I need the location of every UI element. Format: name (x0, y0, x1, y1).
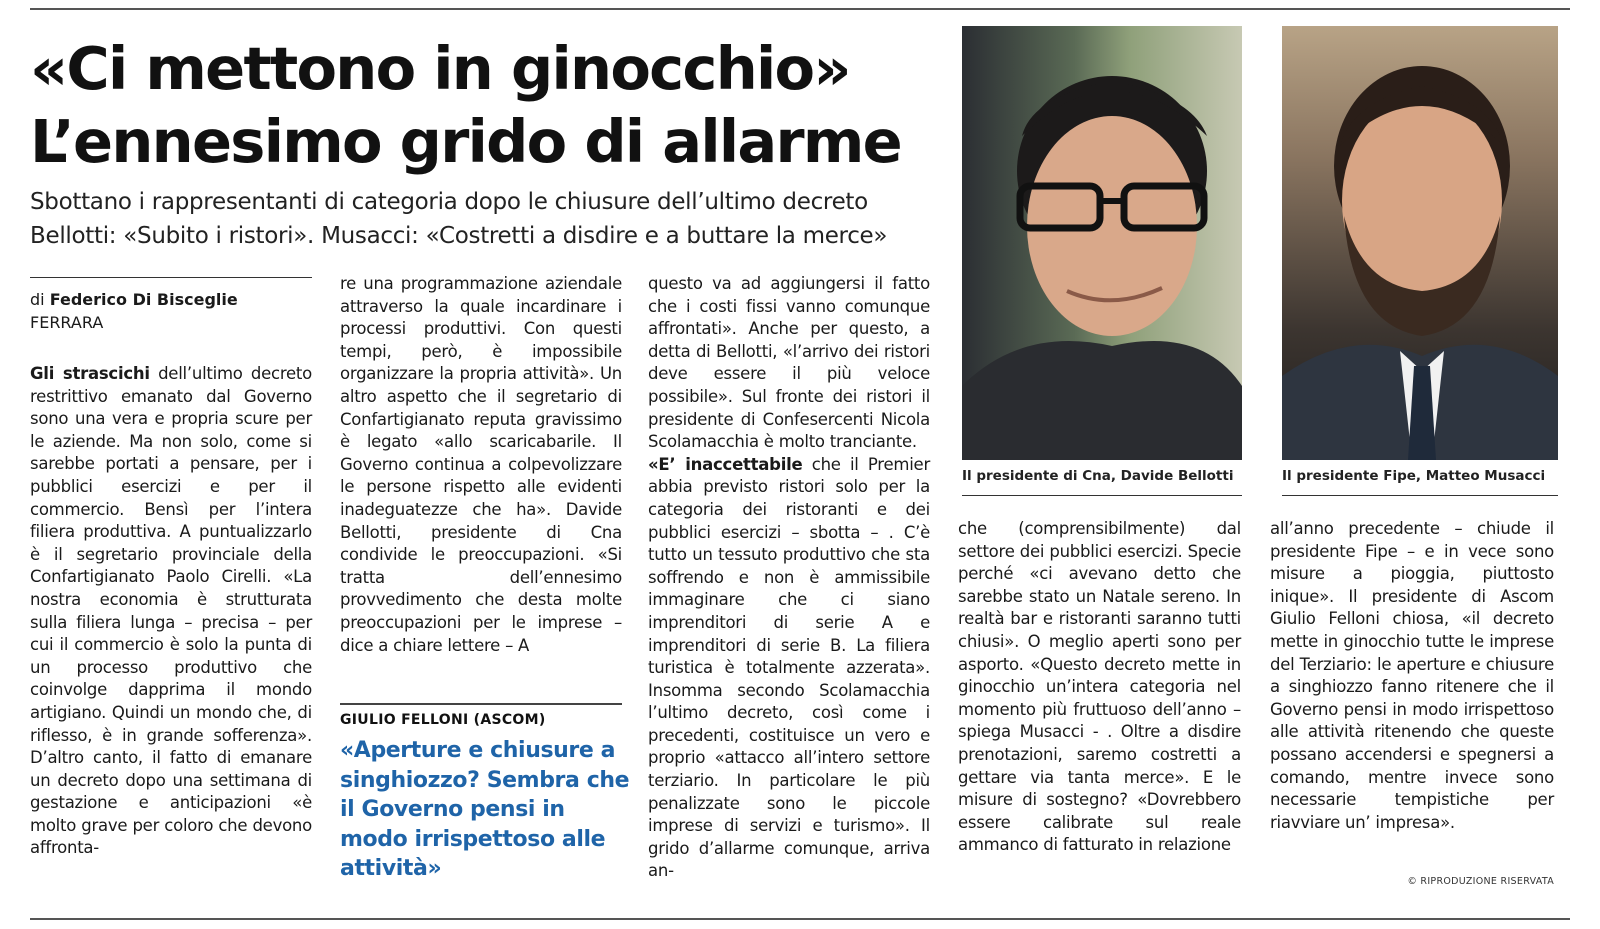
caption-rule-1 (962, 495, 1242, 496)
article-column-1 (30, 363, 312, 860)
headline (30, 32, 950, 178)
headline-line-2: L’ennesimo grido di allarme (30, 107, 901, 176)
column-3-text-b: che il Premier abbia previsto ristori solo per la categoria dei ristoranti e dei pubblici esercizi – sbotta – . C’è tutto un tessuto produttivo che sta soffrendo e non è ammissibile immaginare che ci siano imprenditori di serie A e imprenditori di serie B. La filiera turistica è totalmente azzerata». Insomma secondo Scolamacchia l’ultimo decreto, così come i precedenti, costituisce un vero e proprio «attacco all’intero settore terziario. In particolare le più penalizzate sono le piccole imprese di servizi e turismo». Il grido d’allarme comunque, arriva an- (648, 454, 930, 881)
copyright-credit: © RIPRODUZIONE RISERVATA (1407, 876, 1554, 887)
photo-caption-1: Il presidente di Cna, Davide Bellotti (962, 468, 1234, 484)
top-rule (30, 8, 1570, 10)
subheadline-line-1: Sbottano i rappresentanti di categoria dopo le chiusure dell’ultimo decreto (30, 189, 868, 215)
article-column-5 (1270, 518, 1554, 834)
byline-rule (30, 277, 312, 278)
bottom-rule (30, 918, 1570, 920)
column-5-text: all’anno precedente – chiude il presidente Fipe – e in vece sono misure a pioggia, piuttosto inique». Il presidente di Ascom Giulio Felloni chiosa, «il decreto mette in ginocchio tutte le imprese del Terziario: le aperture e chiusure a singhiozzo fanno ritenere che il Governo pensi in modo irrispettoso alle attività ritenendo che queste possano accendersi e spegnersi a comando, mentre invece sono necessarie tempistiche per riavviare un’ impresa». (1270, 519, 1554, 832)
article-column-3 (648, 273, 930, 883)
column-4-text: che (comprensibilmente) dal settore dei pubblici esercizi. Specie perché «ci avevano detto che sarebbe stato un Natale sereno. In realtà bar e ristoranti saranno tutti chiusi». O meglio aperti sono per asporto. «Questo decreto mette in ginocchio un’intera categoria nel momento più fruttuoso dell’anno – spiega Musacci - . Oltre a disdire prenotazioni, saremo costretti a gettare via tanta merce». E le misure di sostegno? «Dovrebbero essere calibrate sul reale ammanco di fatturato in relazione (958, 519, 1241, 855)
subheadline-line-2: Bellotti: «Subito i ristori». Musacci: «Costretti a disdire e a buttare la merce» (30, 223, 888, 249)
byline-location: FERRARA (30, 313, 104, 332)
column-3-text-a: questo va ad aggiungersi il fatto che i costi fissi vanno comunque affrontati». Anche per questo, a detta di Bellotti, «l’arrivo dei ristori deve essere il più veloce possibile». Sul fronte dei ristori il presidente di Confesercenti Nicola Scolamacchia è molto tranciante. (648, 274, 930, 452)
lead-in: Gli strascichi (30, 364, 150, 383)
pullquote-label: GIULIO FELLONI (ASCOM) (340, 712, 546, 728)
byline (30, 288, 238, 334)
lead-in-2: «E’ inaccettabile (648, 454, 803, 474)
column-2-text: re una programmazione aziendale attraverso la quale incardinare i processi produttivi. Con questi tempi, però, è impossibile organizzare la propria attività». Un altro aspetto che il segretario di Confartigianato reputa gravissimo è legato «allo scaricabarile. Il Governo continua a colpevolizzare le persone rispetto alle evidenti inadeguatezze che ha». Davide Bellotti, presidente di Cna condivide le preoccupazioni. «Si tratta dell’ennesimo provvedimento che desta molte preoccupazioni per le imprese – dice a chiare lettere – A (340, 274, 622, 655)
subheadline (30, 185, 960, 253)
article-column-4 (958, 518, 1241, 857)
photo-caption-2: Il presidente Fipe, Matteo Musacci (1282, 468, 1546, 484)
byline-author: Federico Di Bisceglie (49, 290, 238, 309)
byline-prefix: di (30, 290, 45, 309)
headline-line-1: «Ci mettono in ginocchio» (30, 34, 850, 103)
caption-rule-2 (1282, 495, 1558, 496)
portrait-photo-bellotti (962, 26, 1242, 460)
pullquote-text: «Aperture e chiusure a singhiozzo? Sembra che il Governo pensi in modo irrispettoso alle attività» (340, 738, 630, 881)
column-1-text: dell’ultimo decreto restrittivo emanato dal Governo sono una vera e propria scure per le aziende. Ma non solo, come si sarebbe portati a pensare, per i pubblici esercizi e per il commercio. Bensì per l’intera filiera produttiva. A puntualizzarlo è il segretario provinciale della Confartigianato Paolo Cirelli. «La nostra economia è strutturata sulla filiera lunga – precisa – per cui il commercio è solo la punta di un processo produttivo che coinvolge dapprima il mondo artigiano. Quindi un mondo che, di riflesso, è in grande sofferenza». D’altro canto, il fatto di emanare un decreto dopo una settimana di gestazione e anticipazioni «è molto grave per coloro che devono affronta- (30, 364, 312, 858)
pullquote-rule (340, 703, 622, 705)
portrait-photo-musacci (1282, 26, 1558, 460)
article-column-2 (340, 273, 622, 657)
